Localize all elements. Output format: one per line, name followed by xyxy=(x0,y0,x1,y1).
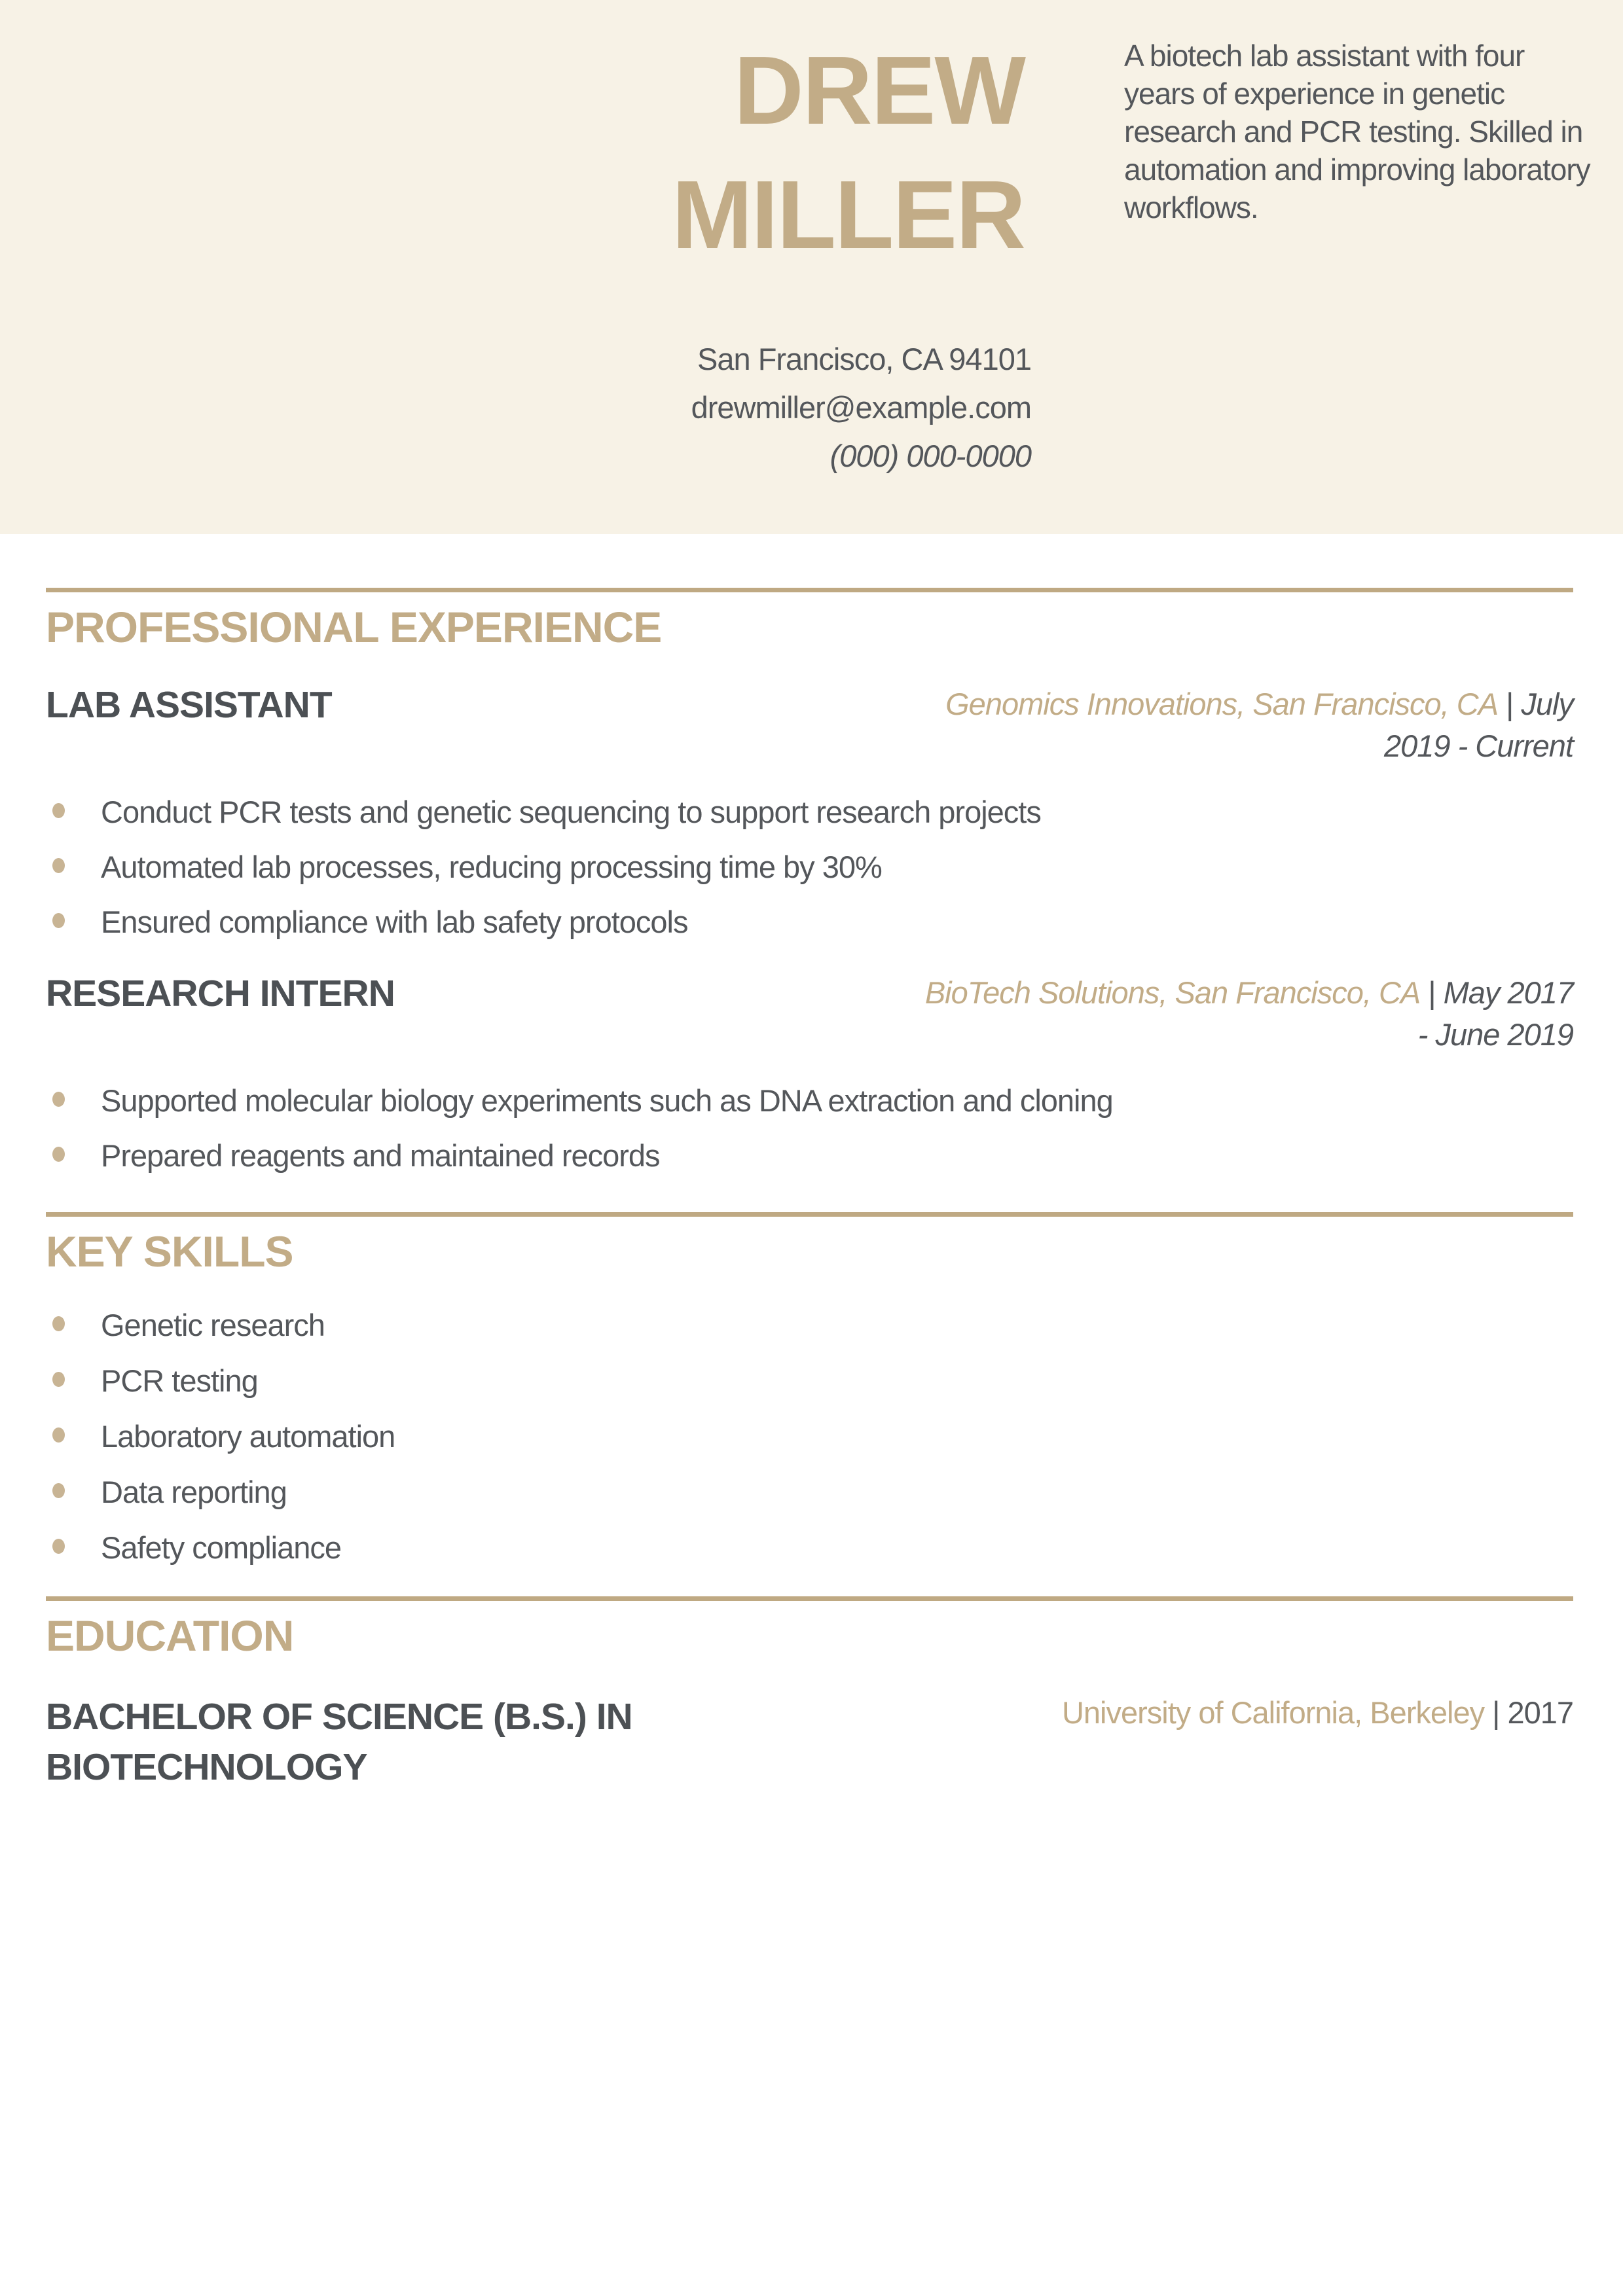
contact-location: San Francisco, CA 94101 xyxy=(697,342,1031,376)
contact-phone: (000) 000-0000 xyxy=(830,439,1031,473)
education-year: 2017 xyxy=(1507,1695,1573,1730)
meta-separator: | xyxy=(1498,687,1522,721)
job-meta xyxy=(912,683,1573,767)
job-bullet: Automated lab processes, reducing processing time by 30% xyxy=(46,848,1573,886)
job-title: RESEARCH INTERN xyxy=(46,973,395,1014)
section-title-skills: KEY SKILLS xyxy=(46,1227,293,1276)
skill-item: Safety compliance xyxy=(46,1529,1573,1566)
education-degree: BACHELOR OF SCIENCE (B.S.) IN BIOTECHNOLOGY xyxy=(46,1696,632,1788)
job-bullet: Supported molecular biology experiments such as DNA extraction and cloning xyxy=(46,1082,1573,1119)
contact-email: drewmiller@example.com xyxy=(691,390,1031,425)
candidate-name-line2: MILLER xyxy=(672,161,1025,269)
candidate-name-line1: DREW xyxy=(733,37,1025,145)
skill-item: PCR testing xyxy=(46,1362,1573,1399)
job-dates: May 2017 - June 2019 xyxy=(1417,975,1573,1052)
section-professional-experience xyxy=(46,588,1573,1174)
section-divider xyxy=(46,588,1573,592)
header xyxy=(0,0,1623,534)
job-bullet-list xyxy=(46,793,1573,941)
education-meta xyxy=(912,1692,1573,1734)
education-entry xyxy=(46,1692,1573,1793)
skills-list xyxy=(46,1306,1573,1566)
education-school: University of California, Berkeley xyxy=(1061,1695,1485,1730)
job-meta xyxy=(912,972,1573,1056)
contact-block xyxy=(691,335,1031,480)
section-education xyxy=(46,1596,1573,1793)
meta-separator: | xyxy=(1484,1695,1508,1730)
candidate-name xyxy=(672,29,1025,278)
job-entry xyxy=(46,972,1573,1056)
section-divider xyxy=(46,1212,1573,1217)
job-company: BioTech Solutions, San Francisco, CA xyxy=(924,975,1421,1010)
skill-item: Laboratory automation xyxy=(46,1418,1573,1455)
section-title-experience: PROFESSIONAL EXPERIENCE xyxy=(46,603,662,651)
job-bullet: Prepared reagents and maintained records xyxy=(46,1137,1573,1174)
job-bullet: Conduct PCR tests and genetic sequencing to support research projects xyxy=(46,793,1573,831)
job-title: LAB ASSISTANT xyxy=(46,684,332,726)
job-entry xyxy=(46,683,1573,767)
skill-item: Data reporting xyxy=(46,1473,1573,1511)
section-key-skills xyxy=(46,1212,1573,1566)
meta-separator: | xyxy=(1420,975,1444,1010)
job-company: Genomics Innovations, San Francisco, CA xyxy=(945,687,1499,721)
job-dates: July 2019 - Current xyxy=(1383,687,1573,763)
resume-body xyxy=(0,588,1623,1793)
section-divider xyxy=(46,1596,1573,1601)
summary-paragraph: A biotech lab assistant with four years of experience in genetic research and PCR testing. Skilled in automation and improving laboratory workflows. xyxy=(1124,39,1590,224)
job-bullet-list xyxy=(46,1082,1573,1174)
skill-item: Genetic research xyxy=(46,1306,1573,1344)
section-title-education: EDUCATION xyxy=(46,1611,294,1660)
job-bullet: Ensured compliance with lab safety protocols xyxy=(46,903,1573,941)
